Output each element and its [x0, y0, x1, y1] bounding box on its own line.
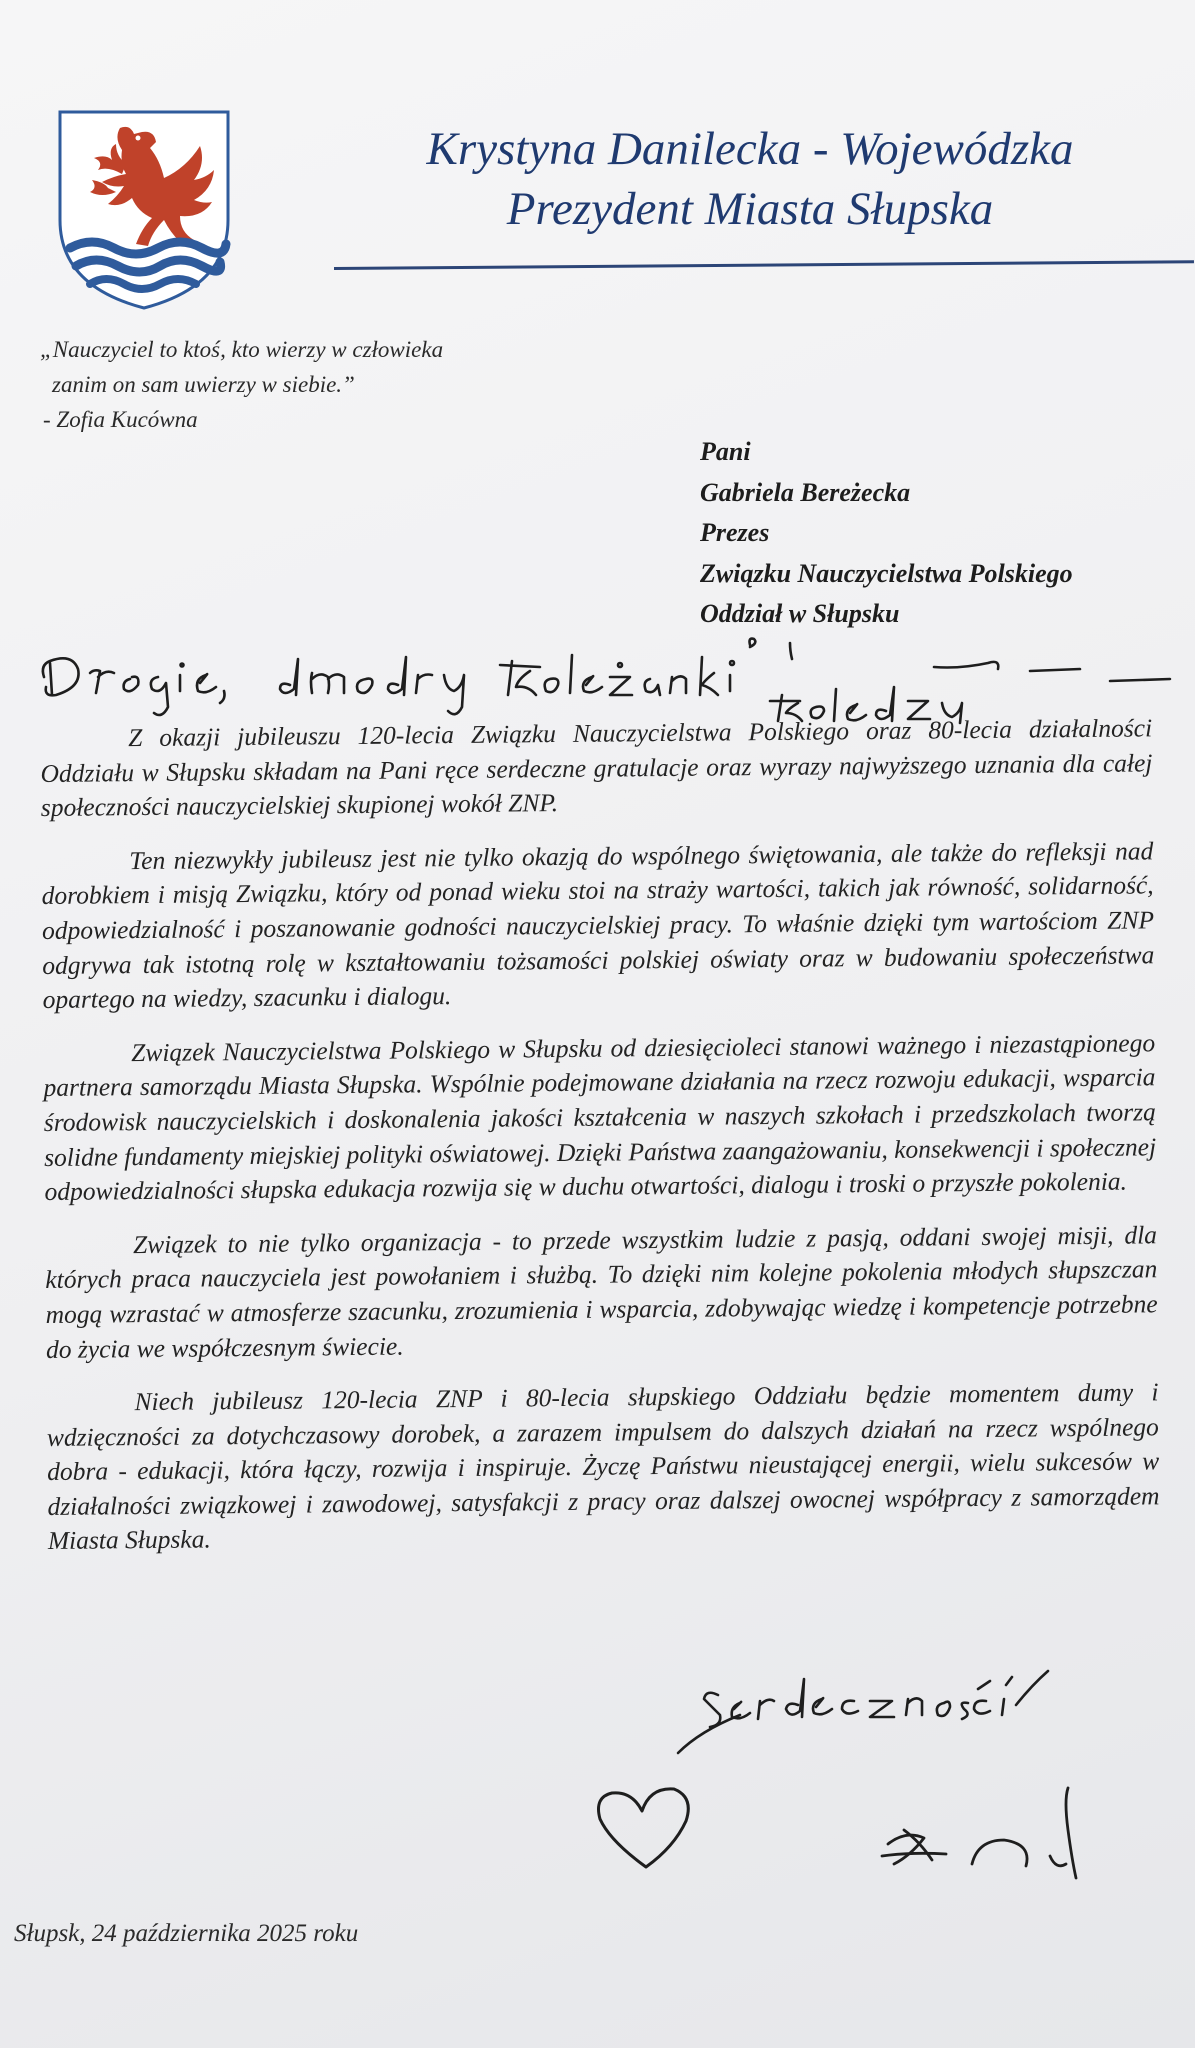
header-divider: [334, 260, 1194, 270]
recipient-line-3: Prezes: [700, 518, 770, 547]
body-paragraph-4: Związek to nie tylko organizacja - to przede wszystkim ludzie z pasją, oddani swojej misji, dla których praca nauczyciela jest powołaniem i służbą. To dzięki nim kolejne pokolenia młodych słupszczan mogą wzrastać w atmosferze szacunku, zrozumienia i wsparcia, zdobywając wiedzę i kompetencje potrzebne do życia we współczesnym świecie.: [45, 1220, 1158, 1364]
handwritten-salutation: [30, 615, 1190, 725]
quote-line-2: zanim on sam uwierzy w siebie.”: [52, 372, 355, 397]
body-paragraph-3: Związek Nauczycielstwa Polskiego w Słupsku od dziesięcioleci stanowi ważnego i niezastąpionego partnera samorządu Miasta Słupska. Wspólnie podejmowane działania na rzecz rozwoju edukacji, wsparcia środowisk nauczycielskich i doskonalenia jakości kształcenia w naszych szkołach i przedszkolach tworzą solidne fundamenty miejskiej polityki oświatowej. Dzięki Państwa zaangażowaniu, konsekwencji i społecznej odpowiedzialności słupska edukacja rozwija się w duchu otwartości, dialogu i troski o przyszłe pokolenia.: [43, 1028, 1157, 1207]
slupsk-coat-of-arms-griffin-icon: [56, 108, 232, 312]
quote-author: - Zofia Kucówna: [43, 407, 198, 432]
hand-drawn-heart-icon: [590, 1775, 700, 1875]
sender-name: Krystyna Danilecka - Wojewódzka: [426, 123, 1074, 175]
recipient-block: [700, 432, 1180, 635]
recipient-line-2: Gabriela Bereżecka: [700, 477, 911, 507]
handwritten-signature-icon: [880, 1760, 1130, 1885]
recipient-line-5: Oddział w Słupsku: [700, 599, 900, 628]
body-paragraph-1: Z okazji jubileuszu 120-lecia Związku Nauczycielstwa Polskiego oraz 80-lecia działalności Oddziału w Słupsku składam na Pani ręce serdeczne gratulacje oraz wyrazy najwyższego uznania dla całej społeczności nauczycielskiej skupionej wokół ZNP.: [40, 713, 1153, 823]
handwritten-closing: [660, 1645, 1160, 1760]
sender-title: Prezydent Miasta Słupska: [506, 183, 994, 235]
recipient-line-1: Pani: [700, 437, 751, 466]
letter-body: [40, 711, 1160, 1578]
body-paragraph-5: Niech jubileusz 120-lecia ZNP i 80-lecia słupskiego Oddziału będzie momentem dumy i wdzięczności za dotychczasowy dorobek, a zarazem impulsem do dalszych działań na rzecz wspólnego dobra - edukacji, która łączy, rozwija i inspiruje. Życzę Państwu nieustającej energii, wielu sukcesów w działalności związkowej i zawodowej, satysfakcji z pracy oraz dalszej owocnej współpracy z samorządem Miasta Słupska.: [46, 1377, 1160, 1556]
letter-date: Słupsk, 24 października 2025 roku: [14, 1920, 359, 1947]
body-paragraph-2: Ten niezwykły jubileusz jest nie tylko okazją do wspólnego świętowania, ale także do refleksji nad dorobkiem i misją Związku, który od ponad wieku stoi na straży wartości, takich jak równość, solidarność, odpowiedzialność i poszanowanie godności nauczycielskiej pracy. To właśnie dzięki tym wartościom ZNP odgrywa tak istotną rolę w kształtowaniu tożsamości polskiej oświaty oraz w budowaniu społeczeństwa opartego na wiedzy, szacunku i dialogu.: [41, 836, 1155, 1015]
recipient-line-4: Związku Nauczycielstwa Polskiego: [700, 558, 1073, 588]
epigraph-quote: [40, 332, 560, 437]
quote-line-1: „Nauczyciel to ktoś, kto wierzy w człowieka: [40, 337, 444, 362]
